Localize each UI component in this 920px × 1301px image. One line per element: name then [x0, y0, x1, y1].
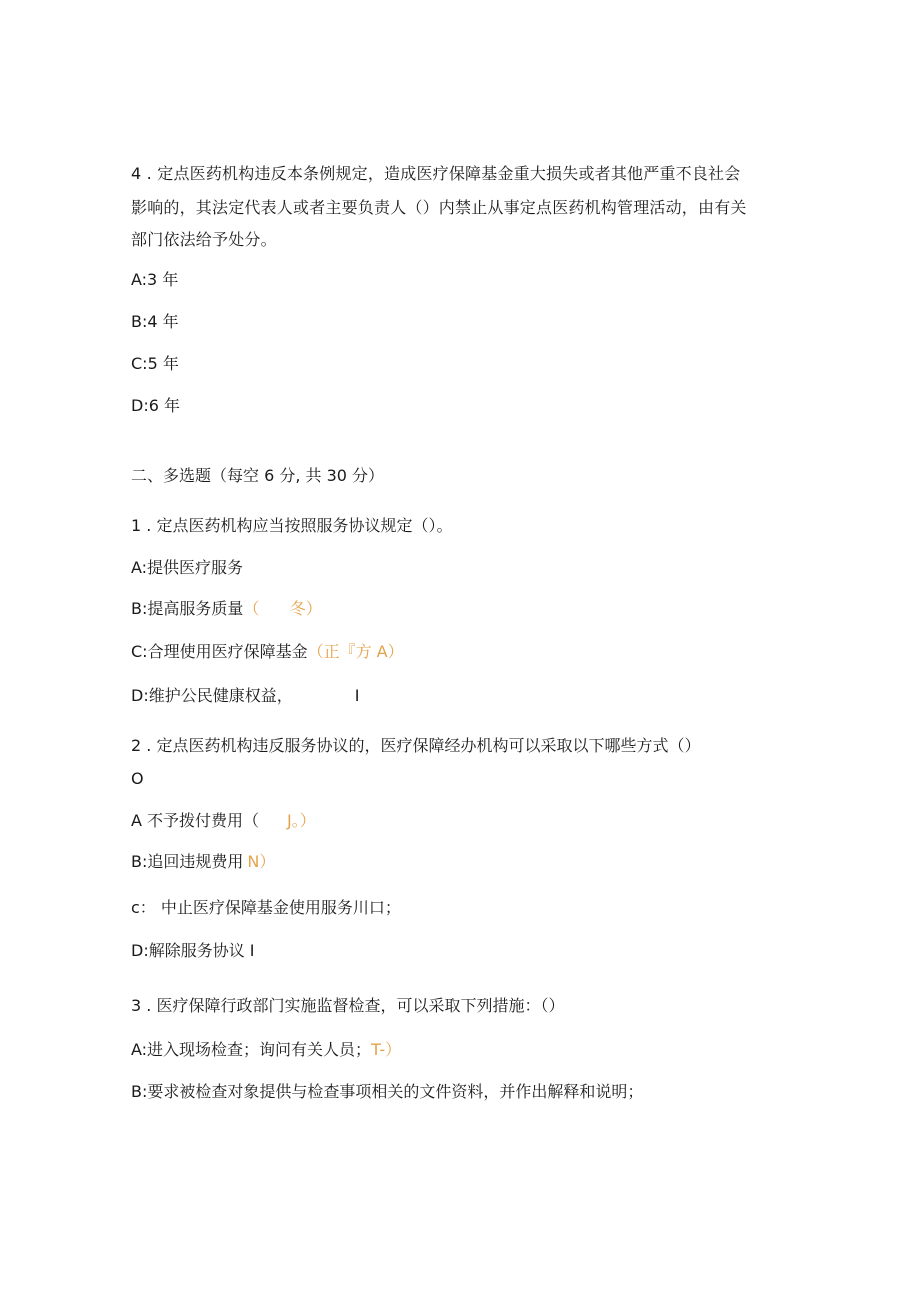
m2-option-b	[131, 852, 275, 872]
q4-option-b: B:4 年	[131, 312, 179, 331]
m1-question: 1 . 定点医药机构应当按照服务协议规定（）。	[131, 516, 453, 535]
m2-question-continuation: O	[131, 769, 144, 788]
m1-option-c-mark: （正『方 A）	[307, 642, 404, 661]
m3-option-a-mark: T-）	[371, 1040, 402, 1059]
q4-option-c: C:5 年	[131, 354, 179, 373]
m1-option-c-text: C:合理使用医疗保障基金	[131, 642, 308, 661]
m2-option-d: D:解除服务协议 I	[131, 941, 255, 960]
m3-option-b: B:要求被检查对象提供与检查事项相关的文件资料，并作出解释和说明；	[131, 1082, 644, 1101]
m2-question: 2 . 定点医药机构违反服务协议的，医疗保障经办机构可以采取以下哪些方式（）	[131, 736, 701, 755]
m1-option-c	[131, 642, 404, 662]
m2-option-a-text: A 不予拨付费用（	[131, 811, 260, 830]
m3-question: 3 . 医疗保障行政部门实施监督检查，可以采取下列措施：（）	[131, 996, 565, 1015]
m1-option-b-text: B:提高服务质量	[131, 599, 244, 618]
m1-option-d-mark: I	[354, 686, 360, 705]
m3-option-a	[131, 1040, 401, 1060]
m2-option-c: c： 中止医疗保障基金使用服务川口；	[131, 898, 401, 917]
q4-line-3: 部门依法给予处分。	[131, 230, 277, 249]
m1-option-d	[131, 686, 359, 706]
m2-option-a-mark: J。）	[287, 811, 316, 830]
m1-option-a: A:提供医疗服务	[131, 558, 244, 577]
m2-option-a	[131, 811, 316, 831]
m2-option-b-mark: N）	[247, 852, 276, 871]
m1-option-d-text: D:维护公民健康权益，	[131, 686, 293, 705]
q4-option-a: A:3 年	[131, 270, 179, 289]
m1-option-b-mark: （ 冬）	[243, 599, 322, 618]
m1-option-b	[131, 599, 322, 619]
m2-option-b-text: B:追回违规费用	[131, 852, 244, 871]
section-heading-multiple-choice: 二、多选题（每空 6 分, 共 30 分）	[131, 466, 385, 485]
m3-option-a-text: A:进入现场检查；询问有关人员；	[131, 1040, 372, 1059]
q4-line-1: 4 . 定点医药机构违反本条例规定，造成医疗保障基金重大损失或者其他严重不良社会	[131, 164, 741, 183]
q4-line-2: 影响的，其法定代表人或者主要负责人（）内禁止从事定点医药机构管理活动，由有关	[131, 198, 747, 217]
q4-option-d: D:6 年	[131, 396, 180, 415]
